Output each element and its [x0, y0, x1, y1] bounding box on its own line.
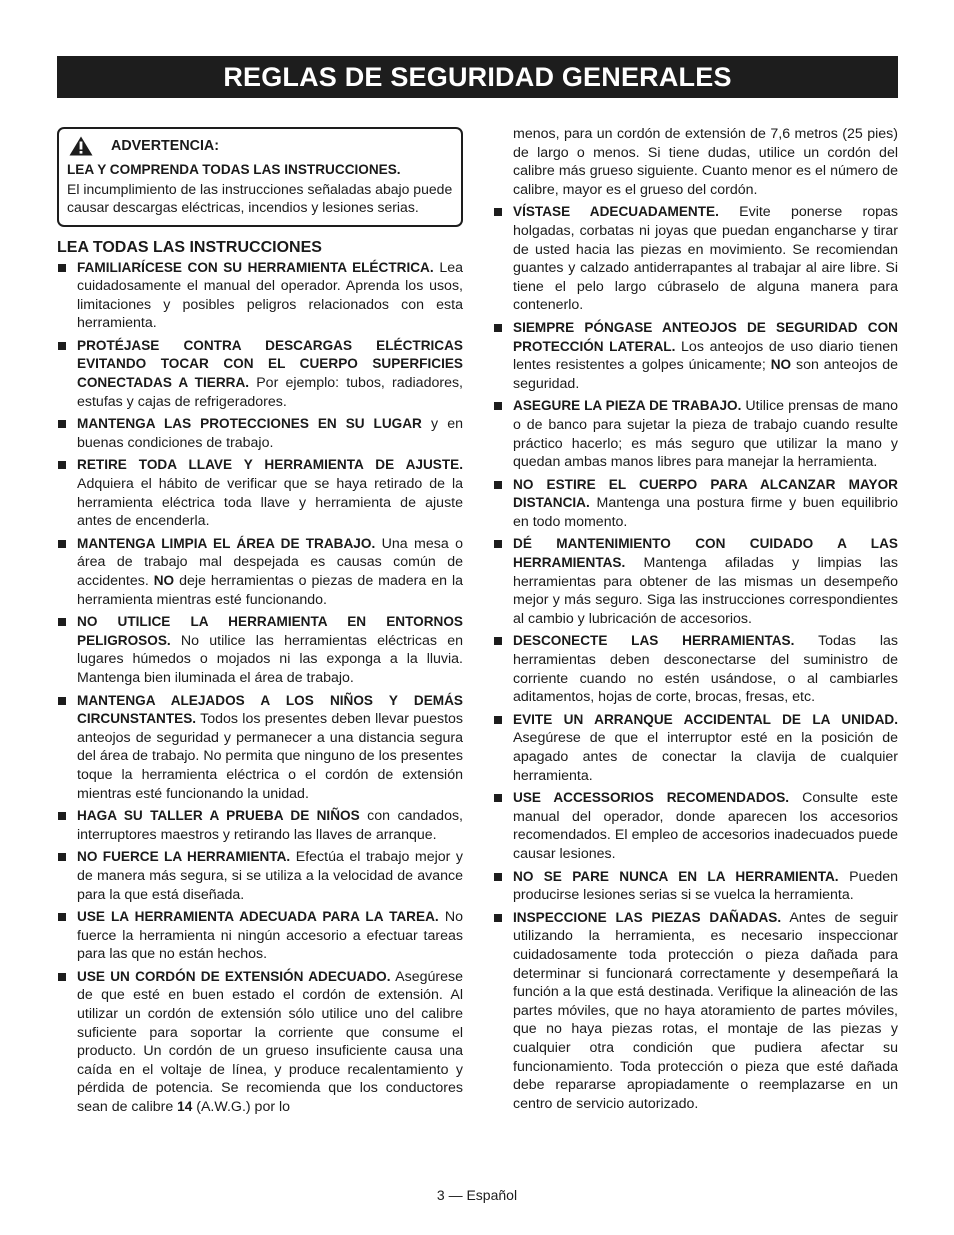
- page-footer: 3 — Español: [436, 1187, 518, 1203]
- square-bullet-icon: [494, 402, 502, 410]
- square-bullet-icon: [58, 697, 66, 705]
- rule-item: [57, 535, 463, 609]
- rule-item: [493, 632, 898, 706]
- rule-text: Asegúrese de que esté en buen estado el cordón de extensión. Al utilizar un cordón de extensión sólo utilice uno del calibre suficiente para soportar la corriente que consume el producto. Un cordón de un grueso insuficiente causa una caída en el voltaje de línea, y produce recalentamiento y pérdida de potencia. Se recomienda que los conductores sean de calibre: [77, 968, 463, 1116]
- rule-item: [57, 848, 463, 904]
- right-column: [493, 125, 898, 1117]
- rule-title: FAMILIARÍCESE CON SU HERRAMIENTA ELÉCTRICA.: [77, 259, 434, 275]
- rule-emphasis: 14: [177, 1099, 193, 1115]
- rule-text: No fuerce la herramienta ni ningún accesorio a efectuar tareas para las que no están hechos.: [77, 909, 464, 963]
- rule-item: [493, 909, 898, 1114]
- rule-text: Todos los presentes deben llevar puestos anteojos de seguridad y permanecer a una distancia segura del área de trabajo. No permita que ninguno de los presentes toque la herramienta eléctrica o el cordón de extensión mientras esté funcionando la unidad.: [77, 711, 463, 802]
- rule-title: USE ACCESSORIOS RECOMENDADOS.: [513, 790, 790, 806]
- square-bullet-icon: [58, 264, 66, 272]
- rule-text: Mantenga afiladas y limpias las herramientas para obtener de las mismas un desempeño mejor y más seguro. Siga las instrucciones correspondientes al cambio y lubricación de accesorios.: [513, 555, 898, 627]
- square-bullet-icon: [494, 794, 502, 802]
- rule-item: [493, 319, 898, 393]
- rule-text: Todas las herramientas deben desconectarse del suministro de corriente cuando no estén usándose, o al cambiarles aditamentos, hojas de corte, brocas, fresas, etc.: [513, 633, 898, 706]
- rule-item: [493, 203, 898, 315]
- rule-item: [493, 397, 898, 471]
- rule-title: MANTENGA LIMPIA EL ÁREA DE TRABAJO.: [77, 535, 376, 551]
- rule-title: DÉ MANTENIMIENTO CON CUIDADO A LAS HERRAMIENTAS.: [513, 536, 898, 571]
- square-bullet-icon: [58, 540, 66, 548]
- rule-item: [493, 789, 898, 863]
- rule-text-continued: son anteojos de seguridad.: [513, 357, 898, 392]
- page-title: REGLAS DE SEGURIDAD GENERALES: [57, 56, 898, 98]
- square-bullet-icon: [494, 481, 502, 489]
- rule-title: MANTENGA LAS PROTECCIONES EN SU LUGAR: [77, 416, 422, 432]
- square-bullet-icon: [494, 637, 502, 645]
- rule-title: NO FUERCE LA HERRAMIENTA.: [77, 849, 291, 865]
- rule-text: Una mesa o área de trabajo mal despejada es causas común de accidentes.: [77, 535, 463, 589]
- rule-title: NO SE PARE NUNCA EN LA HERRAMIENTA.: [513, 868, 839, 884]
- square-bullet-icon: [494, 873, 502, 881]
- right-rules-list: [493, 203, 898, 1113]
- rule-text: con candados, interruptores maestros y retirando las llaves de arranque.: [77, 808, 463, 843]
- rule-title: ASEGURE LA PIEZA DE TRABAJO.: [513, 398, 742, 414]
- warning-label: ADVERTENCIA:: [111, 138, 220, 154]
- rule-item: [57, 259, 463, 333]
- rule-item: [493, 535, 898, 628]
- rule-emphasis: NO: [153, 573, 175, 588]
- warning-triangle-icon: [69, 136, 93, 156]
- rule-title: HAGA SU TALLER A PRUEBA DE NIÑOS: [77, 808, 360, 824]
- rule-text: Efectúa el trabajo mejor y de manera más segura, si se utiliza a la velocidad de avance para la que está diseñada.: [77, 849, 463, 903]
- rule-text: Adquiera el hábito de verificar que se haya retirado de la herramienta eléctrica toda llave y herramienta de ajuste antes de encenderla.: [77, 476, 463, 530]
- rule-text-continued: deje herramientas o piezas de madera en la herramienta mientras esté funcionando.: [77, 573, 464, 608]
- warning-text: El incumplimiento de las instrucciones señaladas abajo puede causar descargas eléctricas, incendios y lesiones serias.: [67, 180, 453, 215]
- rule-item: [493, 868, 898, 905]
- rule-item: [57, 456, 463, 530]
- rule-text: Utilice prensas de mano o de banco para sujetar la pieza de trabajo cuando resulte práctico hacerlo; es más seguro que utilizar la mano y quedan ambas manos libres para manejar la herramienta.: [513, 398, 899, 471]
- rule-text: Evite ponerse ropas holgadas, corbatas ni joyas que puedan engancharse y tirar de usted hacia las piezas en movimiento. Se recomiendan guantes y calzado antiderrapantes al trabajar al aire libre. Si tiene el pelo largo cúbraselo de alguna manera para contenerlo.: [513, 204, 898, 314]
- square-bullet-icon: [58, 420, 66, 428]
- rule-text: Antes de seguir utilizando la herramienta, es necesario inspeccionar cuidadosamente toda protección o pieza dañada para determinar si funcionará correctamente y desempeñará la función a la que está destinada. Verifique la alineación de las partes móviles, que no haya atoramiento de partes móviles, que no haya piezas rotas, el montaje de las piezas y cualquier otra condición que pudiera afectar su funcionamiento. Toda protección o pieza que esté dañada debe repararse apropiadamente o reemplazarse en un centro de servicio autorizado.: [513, 909, 898, 1112]
- rule-item: [57, 692, 463, 804]
- rule-item: [493, 476, 898, 532]
- square-bullet-icon: [494, 716, 502, 724]
- rule-text: Asegúrese de que el interruptor esté en la posición de apagado antes de conectar la clavija de cualquier herramienta.: [513, 730, 898, 784]
- square-bullet-icon: [494, 208, 502, 216]
- rule-title: VÍSTASE ADECUADAMENTE.: [513, 204, 719, 220]
- rule-title: USE UN CORDÓN DE EXTENSIÓN ADECUADO.: [77, 968, 391, 984]
- rule-text: y en buenas condiciones de trabajo.: [77, 416, 463, 451]
- rule-item: [57, 968, 463, 1117]
- rule-item: [57, 613, 463, 687]
- rule-title: DESCONECTE LAS HERRAMIENTAS.: [513, 633, 795, 649]
- left-column: [57, 127, 463, 1121]
- square-bullet-icon: [58, 342, 66, 350]
- rule-text: Los anteojos de uso diario tienen lentes resistentes a golpes únicamente;: [513, 338, 898, 374]
- square-bullet-icon: [58, 853, 66, 861]
- rule-text: Mantenga una postura firme y buen equilibrio en todo momento.: [513, 495, 898, 530]
- rule-title: NO UTILICE LA HERRAMIENTA EN ENTORNOS PELIGROSOS.: [77, 614, 463, 648]
- square-bullet-icon: [58, 973, 66, 981]
- square-bullet-icon: [494, 540, 502, 548]
- rule-item: [57, 908, 463, 964]
- rule-text: Consulte este manual del operador, donde aparecen los accesorios recomendados. El empleo de accesorios inadecuados puede causar lesiones.: [513, 790, 898, 862]
- square-bullet-icon: [58, 812, 66, 820]
- rule-title: RETIRE TODA LLAVE Y HERRAMIENTA DE AJUSTE.: [77, 457, 463, 473]
- warning-bold-line: LEA Y COMPRENDA TODAS LAS INSTRUCCIONES.: [67, 162, 401, 177]
- rule-item: [57, 807, 463, 844]
- rule-title: SIEMPRE PÓNGASE ANTEOJOS DE SEGURIDAD CON PROTECCIÓN LATERAL.: [513, 319, 898, 354]
- square-bullet-icon: [494, 914, 502, 922]
- warning-header: [67, 136, 453, 156]
- rule-text: Lea cuidadosamente el manual del operador. Aprenda los usos, limitaciones y posibles peligros relacionados con esta herramienta.: [77, 259, 463, 332]
- rule-item: [57, 337, 463, 411]
- rule-title: EVITE UN ARRANQUE ACCIDENTAL DE LA UNIDAD.: [513, 711, 898, 727]
- section-heading: LEA TODAS LAS INSTRUCCIONES: [57, 238, 322, 256]
- rule-item: [57, 415, 463, 452]
- rule-title: NO ESTIRE EL CUERPO PARA ALCANZAR MAYOR DISTANCIA.: [513, 476, 898, 511]
- square-bullet-icon: [494, 324, 502, 332]
- rule-emphasis: NO: [770, 357, 792, 373]
- square-bullet-icon: [58, 461, 66, 469]
- warning-box: [57, 127, 463, 227]
- rule-title: MANTENGA ALEJADOS A LOS NIÑOS Y DEMÁS CIRCUNSTANTES.: [77, 692, 463, 727]
- left-rules-list: [57, 259, 463, 1117]
- square-bullet-icon: [58, 618, 66, 626]
- rule-text: Pueden producirse lesiones serias si se vuelca la herramienta.: [513, 868, 899, 904]
- rule-text-continued: (A.W.G.) por lo: [192, 1099, 291, 1116]
- rule-text: No utilice las herramientas eléctricas en lugares húmedos o mojados ni las exponga a la lluvia. Mantenga bien iluminada el área de trabajo.: [77, 632, 463, 686]
- square-bullet-icon: [58, 913, 66, 921]
- rule-title: PROTÉJASE CONTRA DESCARGAS ELÉCTRICAS EVITANDO TOCAR CON EL CUERPO SUPERFICIES CONECTADAS A TIERRA.: [77, 337, 463, 391]
- rule-text: Por ejemplo: tubos, radiadores, estufas y cajas de refrigeradores.: [77, 375, 463, 410]
- continued-text: menos, para un cordón de extensión de 7,6 metros (25 pies) de largo o menos. Si tiene dudas, utilice un cordón del calibre más grueso siguiente. Cuanto menor es el número de calibre, mayor es el grueso del cordón.: [513, 126, 898, 198]
- rule-title: INSPECCIONE LAS PIEZAS DAÑADAS.: [513, 909, 782, 925]
- rule-title: USE LA HERRAMIENTA ADECUADA PARA LA TAREA.: [77, 909, 439, 925]
- rule-item: [493, 711, 898, 785]
